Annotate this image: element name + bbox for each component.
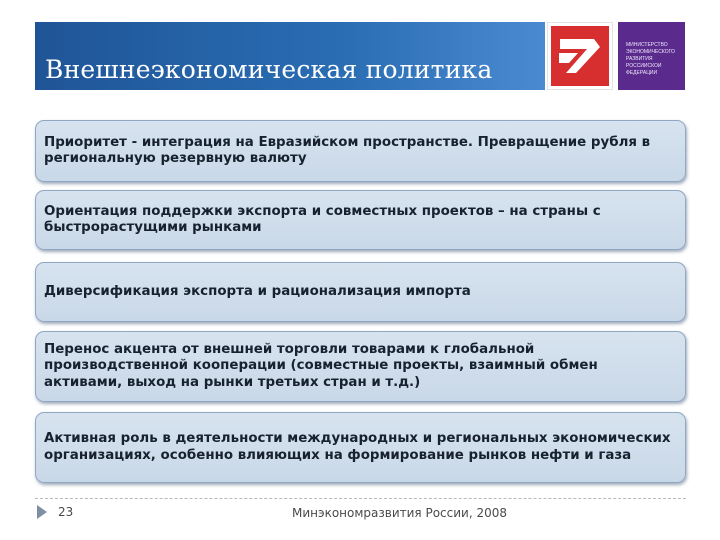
policy-item-text: Перенос акцента от внешней торговли товарами к глобальной производственной кооперации (совместные проекты, взаимный обмен активами, выход на рынки третьих стран и т.д.) <box>44 341 598 390</box>
logo-text-line: РАЗВИТИЯ <box>626 56 653 62</box>
policy-item-1 <box>35 120 686 182</box>
footer-source: Минэкономразвития России, 2008 <box>292 506 507 520</box>
logo-text-line: РОССИЙСКОЙ <box>626 63 662 69</box>
policy-item-text: Ориентация поддержки экспорта и совместных проектов – на страны с быстрорастущими рынками <box>44 203 601 235</box>
page-number: 23 <box>58 505 74 519</box>
policy-item-text: Активная роль в деятельности международных и региональных экономических организациях, особенно влияющих на формирование рынков нефти и газа <box>44 431 671 463</box>
policy-item-2 <box>35 190 686 250</box>
ministry-logo-text <box>618 22 685 90</box>
policy-item-3 <box>35 262 686 322</box>
slide-title: Внешнеэкономическая политика <box>45 55 493 84</box>
arrow-emblem-icon <box>551 26 609 86</box>
logo-text-line: ФЕДЕРАЦИИ <box>626 70 658 76</box>
policy-item-text: Приоритет - интеграция на Евразийском пространстве. Превращение рубля в региональную резервную валюту <box>44 134 651 166</box>
logo-text-line: МИНИСТЕРСТВО <box>626 42 668 48</box>
title-banner <box>35 22 545 90</box>
arrow-right-icon <box>37 505 47 519</box>
logo-text-line: ЭКОНОМИЧЕСКОГО <box>626 49 675 55</box>
footer-divider <box>35 498 686 499</box>
policy-item-5 <box>35 412 686 483</box>
policy-item-text: Диверсификация экспорта и рационализация импорта <box>44 283 471 299</box>
policy-item-4 <box>35 331 686 402</box>
ministry-logo-emblem <box>547 22 613 90</box>
